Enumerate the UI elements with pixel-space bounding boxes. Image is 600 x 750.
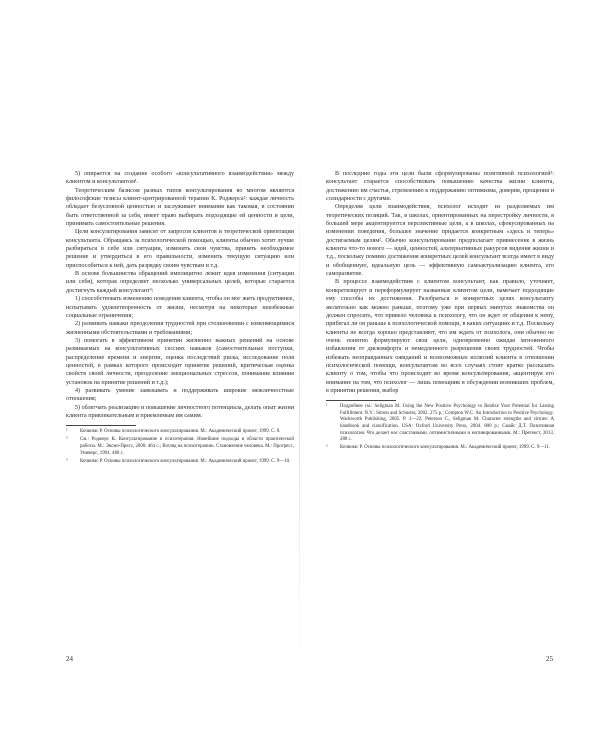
paragraph: 2) развивать навыки преодоления трудностей при столкновении с изменяющимися жизненными обстоятельствами и требованиями;: [66, 321, 294, 336]
footnote: [326, 404, 554, 444]
footnote-text: Кочюнас Р. Основы психологического консультирования. М.: Академический проект, 1999. С. 9—11.: [340, 445, 551, 451]
page-number-right: 25: [546, 655, 553, 663]
page-gutter: [299, 150, 300, 670]
footnote: [66, 459, 294, 466]
footnote-number: ³: [66, 458, 68, 464]
footnote-divider: [66, 425, 136, 426]
right-page: [326, 170, 554, 650]
paragraph: В основе большинства обращений имплицитно лежит идея изменения (ситуации или себя), которая определяет несколько универсальных целей, которые старается достигнуть каждый консультант³:: [66, 271, 294, 294]
footnote-text: Кочюнас Р. Основы психологического консультирования. М.: Академический проект, 1999. С. 8.: [80, 429, 281, 435]
footnote: [326, 445, 554, 452]
footnote-text: Подробнее см.: Seligman M. Using the New Positive Psychology to Realize Your Potential for Lasting Fulfillment. N.Y.: Simon and Schuster, 2002. 275 p.; Compton W.C. An Introduction to Positive Psychology. Wadsworth Publishing, 2005. P. 1—22; Peterson C., Seligman M. Character strengths and virtues: A handbook and classification. USA: Oxford University Press, 2004. 800 p.; Смайс Д.Т. Позитивная психология. Что делает нас счастливыми, оптимистичными и мотивированными. М.: Претекст, 2013. 288 с.: [340, 404, 554, 443]
page-number-left: 24: [66, 655, 73, 663]
paragraph: 3) помогать в эффективном принятии жизненно важных решений на основе развиваемых на консультативных сессиях навыков (самостоятельные поступки, распределение времени и энергии, оценка последствий риска, исследование поля ценностей, в рамках которого происходит принятие решений, критическая оценка свойств своей личности, преодоление эмоциональных стрессов, понимание влияния установок на принятие решений и т.д.);: [66, 337, 294, 386]
paragraph: 5) облегчать реализацию и повышение личностного потенциала, делать опыт жизни клиента привлекательным и приемлемым им самим.: [66, 404, 294, 419]
paragraph: В процессе взаимодействия с клиентом консультант, как правило, уточняет, конкретизирует и переформулирует названные клиентом цели, намечает подходящие ему способы их достижения. Разобраться в конкретных целях консультанту желательно как можно раньше, поэтому уже при первых минутах знакомства он должен спросить, что привело человека к психологу, что он ждет от общения к нему, прибегал ли он раньше к психологической помощи, в каких ситуациях и т.д. Поскольку клиенты не всегда хорошо представляют, что им ждать от психолога, они обычно не очень понятно формулируют свои цели, одновременно ожидая мгновенного избавления от дискомфорта и немедленного разрешения своих трудностей. Чтобы избежать неоправданных ожиданий и всевозможных иллюзий клиента в отношении психологической помощи, консультантам во всех случаях стоит кратко рассказать клиенту о том, чтобы что происходит во время консультирования, акцентируя его внимание на том, что психолог — лишь помощник в обсуждении возникших проблем, в принятии решения, выбор: [326, 279, 554, 394]
footnote: [66, 437, 294, 457]
paragraph: 4) развивать умение завязывать и поддерживать широкие межличностные отношения;: [66, 387, 294, 403]
footnote-number: ¹: [66, 429, 68, 435]
paragraph: 1) способствовать изменению поведения клиента, чтобы он мог жить продуктивнее, испытывать удовлетворенность от жизни, несмотря на некоторые неизбежные социальные ограничения;: [66, 296, 294, 319]
footnote-number: ²: [66, 437, 68, 443]
paragraph: Определяя цели взаимодействия, психолог исходит из разделяемых им теоретических позиций. Так, в школах, ориентированных на перестройку личности, в большей мере акцентируются перспективные цели, а в школах, сфокусированных на изменении поведения, большее значение придается конкретным «здесь и теперь» достигаемым целям². Обычно консультирование предполагает привнесение в жизнь клиента что-то нового — идей, ценностей, альтернативных ракурсов видения жизни и т.д., поскольку помимо достижения конкретных целей консультант всегда имеет в виду и обобщенную, идеальную цель — эффективную самоактуализацию клиента, его саморазвитие.: [326, 204, 554, 278]
footnote-number: ¹: [326, 404, 328, 410]
footnote-text: См.: Роджерс К. Консультирование и психотерапия. Новейшие подходы в области практической работы. М.: Эксмо-Пресс, 2000. 464 с.; Взгляд на психотерапию. Становление человека. М.: Прогресс, Универс, 1994. 480 с.: [80, 437, 294, 456]
footnote-number: ²: [326, 445, 328, 451]
paragraph: Цели консультирования зависят от запросов клиентов и теоретической ориентации консультанта. Обращаясь за психологической помощью, клиенты обычно хотят лучше разбираться в себе или ситуации, изменить свои чувства, принять необходимое решение и утвердиться в его правильности, изменить текущую ситуацию или приспособиться к ней, дать разрядку своим чувствам и т.д.: [66, 229, 294, 269]
footnote: [66, 429, 294, 436]
paragraph: Теоретическим базисом разных типов консультирования во многом являются философские тезисы клиент-центрированной терапии К. Роджерса²: каждая личность обладает безусловной ценностью и заслуживает внимания как таковая, в состоянии быть ответственной за себя, имеет право выбирать подходящие ей ценности и цели, принимать самостоятельные решения.: [66, 187, 294, 228]
footnote-divider: [326, 400, 396, 401]
paragraph: В последние годы эти цели были сформулированы позитивной психологией¹: консультант старается способствовать повышению качества жизни клиента, достижению им счастья, стремлению к поддержанию оптимизма, доверия, прощения и солидарности с другими.: [326, 171, 554, 203]
left-page: [66, 170, 294, 650]
footnote-text: Кочюнас Р. Основы психологического консультирования. М.: Академический проект, 1999. С. 9—10.: [80, 458, 291, 464]
paragraph: 5) опирается на создание особого «консультативного взаимодействия» между клиентом и консультантом¹.: [66, 171, 294, 186]
